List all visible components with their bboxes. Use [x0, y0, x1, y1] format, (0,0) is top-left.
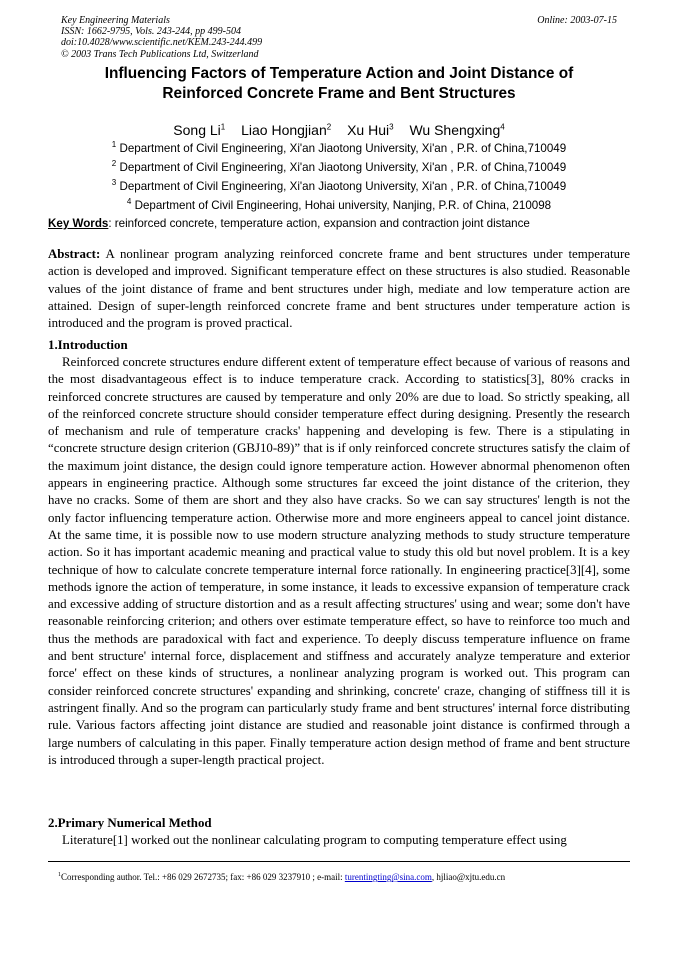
keywords [48, 216, 633, 231]
section-heading-numerical-method: 2.Primary Numerical Method [48, 816, 212, 830]
affiliation: $^3$ Department of Civil Engineering, Xi'an Jiaotong University, Xi'an , P.R. of China,710049 [111, 177, 567, 193]
doi-line: doi:10.4028/www.scientific.net/KEM.243-244.499 [61, 37, 263, 49]
affiliation: $^4$ Department of Civil Engineering, Hohai university, Nanjing, P.R. of China, 210098 [126, 196, 552, 212]
introduction-paragraph: Reinforced concrete structures endure different extent of temperature effect because of various of reasons and the most disadvantageous effect is to induce temperature crack. According to statistics[3], 80% cracks in reinforced concrete structures are caused by temperature and only 20% are due to load. So strictly speaking, all of the reinforced concrete structure should consider temperature effect during designing. Presently the research of mechanism and rule of temperature cracks' happening and developing is few. There is a stipulating in “concrete structure design criterion (GBJ10-89)” that is if only reinforced concrete structures satisfy the claim of the maximum joint distance, the design could ignore temperature action. However abnormal phenomenon often appears in engineering practice. Although some structures far exceed the joint distance of the criterion, they have no cracks. Some of them are short and they also have cracks. So we can say structures' length is not the only factor influencing temperature action. Otherwise more and more engineers appeal to cancel joint distance. At the same time, it is possible now to use modern structure analyzing methods to study structure temperature action. So it has important academic meaning and practical value to study this old but novel problem. It is a key technique of how to calculate concrete temperature internal force rationally. In engineering practice[3][4], some methods ignore the action of temperature, in some instance, it leads to excessive expansion of temperature crack and excessive adding of structure distortion and as a result affecting structures' using and wear; some don't have reasonable reinforcing criterion; and others over estimate temperature effect, so have to reinforce too much and thus the methods are paradoxical with fact and experience. To deeply discuss temperature influence on frame and bent structure' internal force, displacement and stiffness and accurately analyze temperature and exterior force' effect on these kinds of structures, a nonlinear analyzing program is worked out. This program can consider reinforced concrete structures' expanding and shrinking, concrete' craze, changing of stiffness till it is astringent finally. And so the program can particularly study frame and bent structures' internal force distributing rule. Various factors affecting joint distance are studied and reasonable joint distance is confirmed through a large numbers of calculating in this paper. Finally temperature action design method of frame and bent structure is introduced through a super-length practical project. [48, 355, 630, 767]
online-date: Online: 2003-07-15 [537, 15, 617, 26]
issn-line: ISSN: 1662-9795, Vols. 243-244, pp 499-504 [61, 26, 241, 38]
author: Liao Hongjian$^2$ [241, 121, 332, 138]
author-list [40, 118, 638, 139]
author: Wu Shengxing$^4$ [409, 121, 505, 138]
keywords-label: Key Words [48, 217, 109, 230]
author: Song Li$^1$ [173, 121, 226, 138]
journal-header [61, 15, 617, 60]
footnote-divider [48, 861, 630, 862]
affiliation-list [40, 137, 638, 212]
paper-title [40, 64, 638, 103]
author: Xu Hui$^3$ [347, 121, 394, 138]
journal-name: Key Engineering Materials [61, 15, 170, 26]
copyright-line: © 2003 Trans Tech Publications Ltd, Switzerland [61, 48, 259, 60]
abstract-text: A nonlinear program analyzing reinforced concrete frame and bent structures under temperature action is developed and improved. Significant temperature effect on these structures is also studied. Reasonable values of the joint distance of frame and bent structures under high, mediate and low temperature action are attained. Design of super-length reinforced concrete frame and bent structures under temperature action is introduced and the program is proved practical. [48, 247, 630, 331]
abstract-label: Abstract: [48, 247, 101, 261]
keywords-text: : reinforced concrete, temperature action, expansion and contraction joint distance [108, 217, 530, 230]
numerical-method-paragraph: Literature[1] worked out the nonlinear calculating program to computing temperature effect using [62, 833, 567, 847]
footnote: $^1$Corresponding author. Tel.: +86 029 2672735; fax: +86 029 3237910 ; e-mail: turentingting@sina.com, hjliao@xjtu.edu.cn [58, 872, 506, 882]
section-heading-introduction: 1.Introduction [48, 338, 128, 352]
title-line-1: Influencing Factors of Temperature Action and Joint Distance of [104, 65, 574, 82]
affiliation: $^2$ Department of Civil Engineering, Xi'an Jiaotong University, Xi'an , P.R. of China,710049 [111, 158, 567, 174]
affiliation: $^1$ Department of Civil Engineering, Xi'an Jiaotong University, Xi'an , P.R. of China,710049 [111, 140, 567, 155]
email-link[interactable]: turentingting@sina.com [344, 872, 432, 882]
title-line-2: Reinforced Concrete Frame and Bent Structures [162, 84, 516, 102]
abstract [48, 246, 630, 332]
